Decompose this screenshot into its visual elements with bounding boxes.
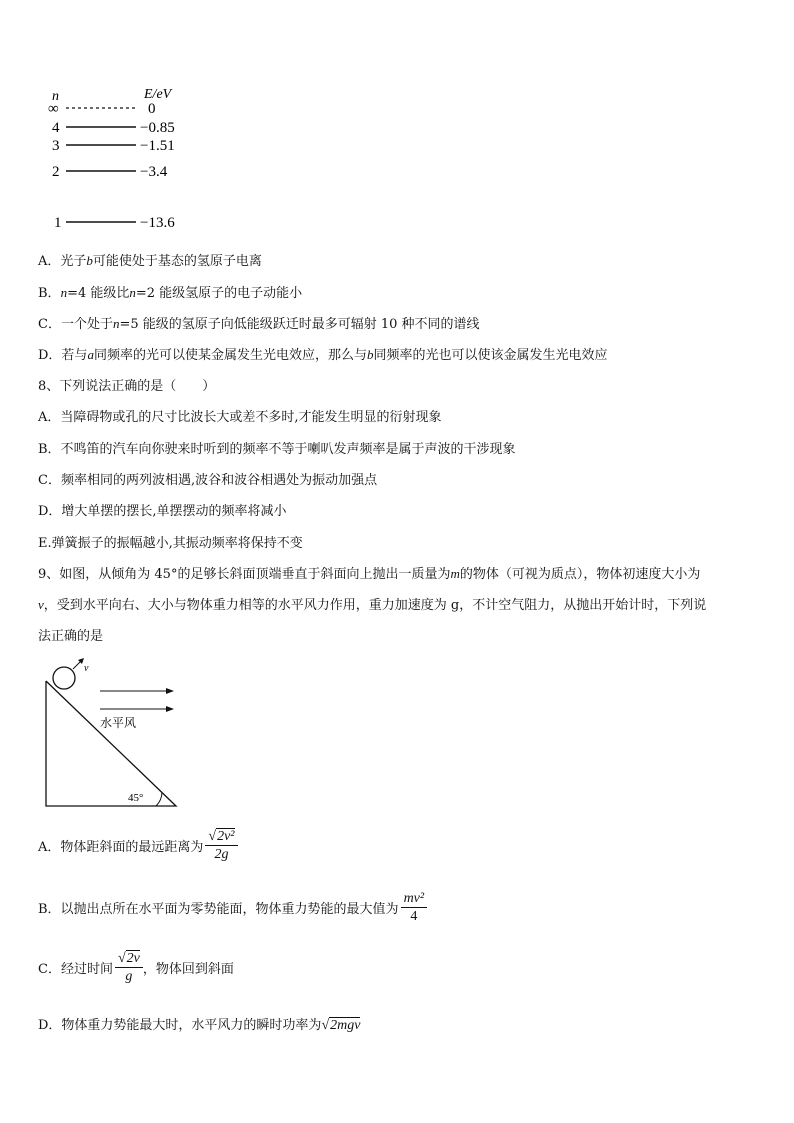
q7-option-b: B．n=4 能级比n=2 能级氢原子的电子动能小 <box>38 285 303 301</box>
q8-option-b: B．不鸣笛的汽车向你驶来时听到的频率不等于喇叭发声频率是属于声波的干涉现象 <box>38 442 516 457</box>
q8-option-c: C．频率相同的两列波相遇,波谷和波谷相遇处为振动加强点 <box>38 473 378 488</box>
q8-option-e: E.弹簧振子的振幅越小,其振动频率将保持不变 <box>38 536 303 551</box>
level-n-1: 1 <box>54 215 62 231</box>
angle-label: 45° <box>128 792 144 804</box>
q9-c-fraction: $\frac{√2v}{g}$ <box>115 950 143 985</box>
level-e-2: −3.4 <box>140 164 168 180</box>
level-n-inf: ∞ <box>48 101 59 117</box>
level-e-4: −0.85 <box>140 120 175 136</box>
level-e-3: −1.51 <box>140 138 175 154</box>
q9-b-fraction: $\frac{\text{mv²}}{4}$ <box>401 890 428 925</box>
q8-stem: 8、下列说法正确的是（ ） <box>38 379 216 394</box>
q9-option-b: B．以抛出点所在水平面为零势能面，物体重力势能的最大值为 $\frac{\text{mv²}}{4}$ <box>38 890 427 925</box>
level-n-3: 3 <box>52 138 60 154</box>
level-e-1: −13.6 <box>140 215 175 231</box>
angle-arc <box>156 792 162 806</box>
velocity-label: v <box>84 663 89 674</box>
wind-label: 水平风 <box>100 716 137 730</box>
q7-option-c: C．一个处于n=5 能级的氢原子向低能级跃迁时最多可辐射 10 种不同的谱线 <box>38 316 480 332</box>
level-n-2: 2 <box>52 164 60 180</box>
q9-option-d: D．物体重力势能最大时，水平风力的瞬时功率为√2mgv <box>38 1018 361 1033</box>
q9-option-c: C．经过时间 $\frac{√2v}{g}$ ，物体回到斜面 <box>38 951 234 984</box>
energy-level-diagram <box>40 82 200 232</box>
q8-option-d: D．增大单摆的摆长,单摆摆动的频率将减小 <box>38 504 287 519</box>
n-axis-label: n <box>52 89 59 104</box>
q9-option-a: A．物体距斜面的最远距离为 $\frac{\text{√2v²}}{2g}$ <box>38 828 238 863</box>
q8-option-a: A．当障碍物或孔的尺寸比波长大或差不多时,才能发生明显的衍射现象 <box>38 410 442 425</box>
energy-axis-label: E/eV <box>144 87 172 102</box>
level-n-4: 4 <box>52 120 60 136</box>
ball <box>53 667 75 689</box>
incline-triangle <box>46 681 176 806</box>
incline-figure <box>40 655 200 815</box>
level-e-inf: 0 <box>148 101 156 117</box>
q9-stem-line2: v，受到水平向右、大小与物体重力相等的水平风力作用，重力加速度为 g，不计空气阻力，从抛出开始计时，下列说 <box>38 597 707 613</box>
q9-stem-line3: 法正确的是 <box>38 629 104 644</box>
q7-option-a: A．光子b可能使处于基态的氢原子电离 <box>38 253 262 269</box>
q9-stem-line1: 9、如图，从倾角为 45°的足够长斜面顶端垂直于斜面向上抛出一质量为m的物体（可视为质点），物体初速度大小为 <box>38 566 701 582</box>
q7-option-d: D．若与a同频率的光可以使某金属发生光电效应，那么与b同频率的光也可以使该金属发生光电效应 <box>38 347 608 363</box>
q9-a-fraction: $\frac{\text{√2v²}}{2g}$ <box>205 828 237 863</box>
